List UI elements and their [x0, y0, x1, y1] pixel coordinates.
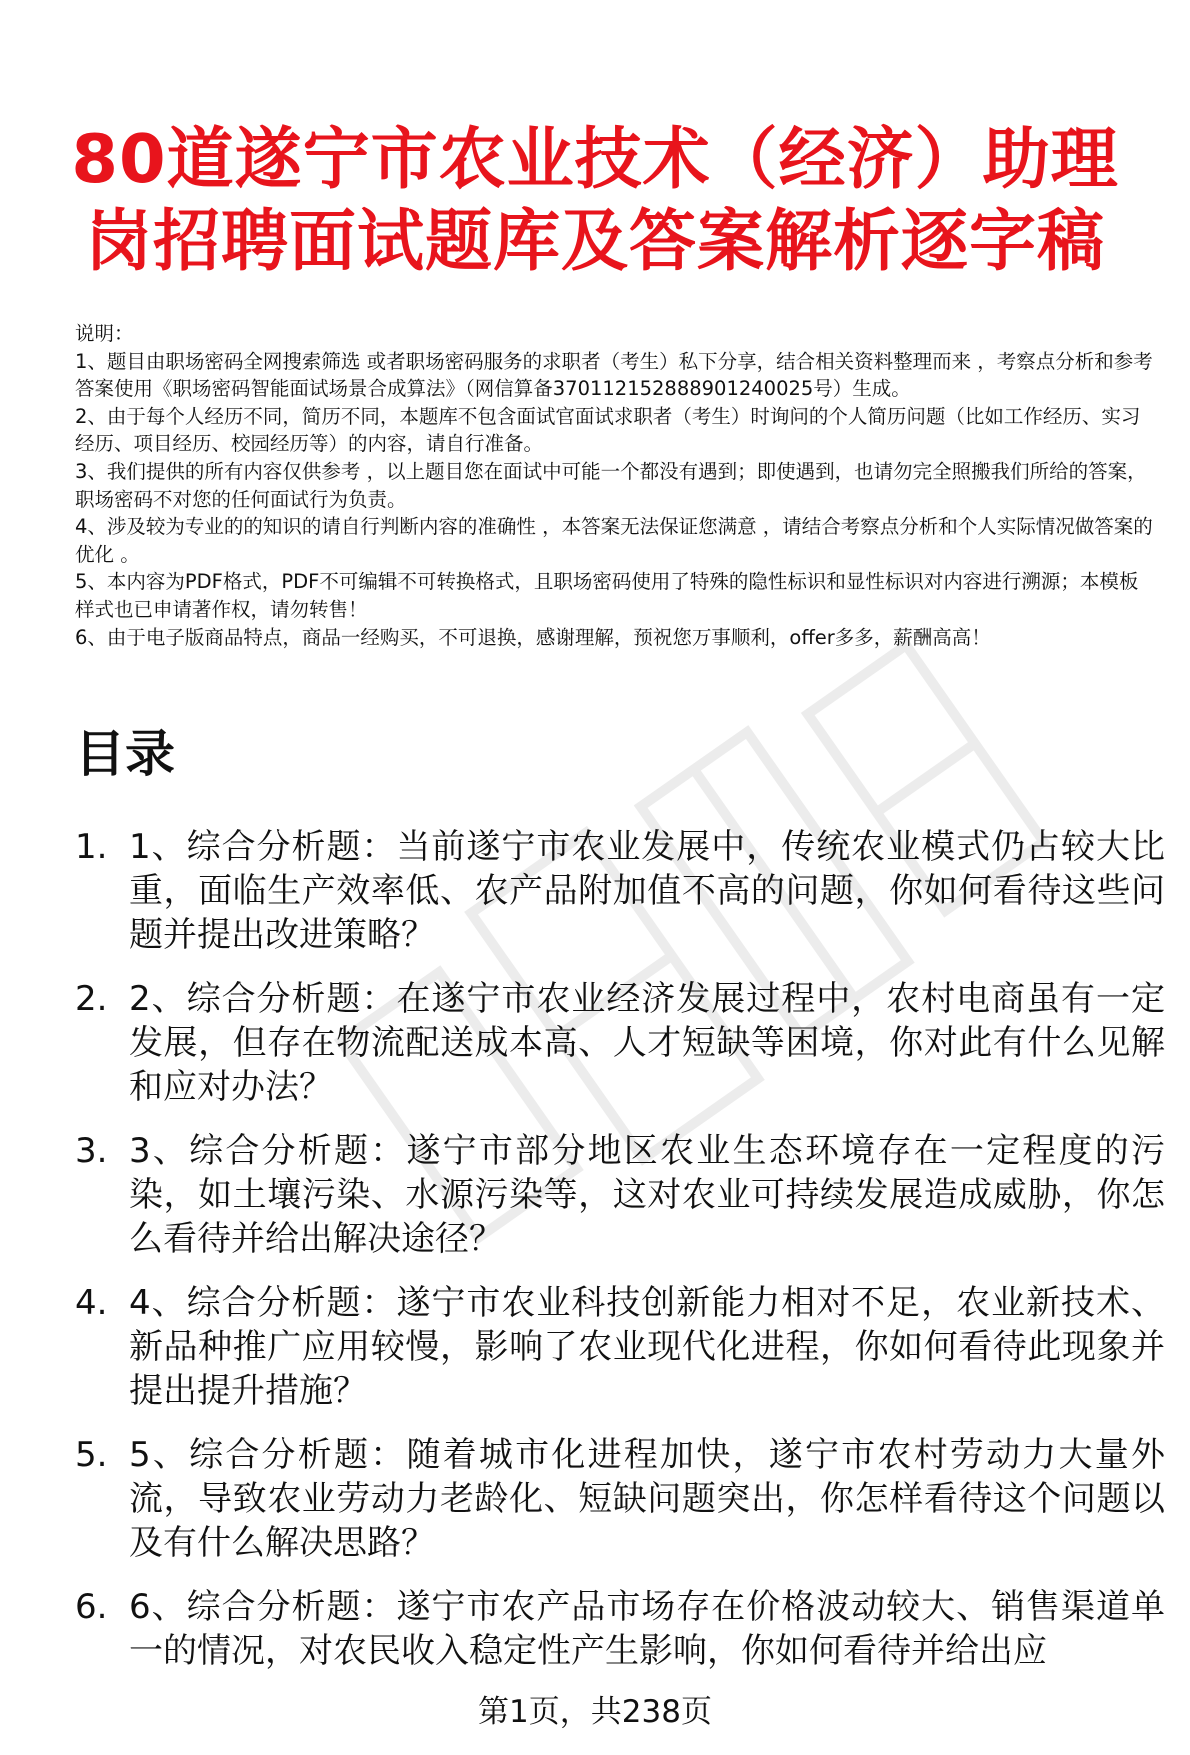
toc-item-text[interactable]: 5、综合分析题：随着城市化进程加快，遂宁市农村劳动力大量外流，导致农业劳动力老龄化、短缺问题突出，你怎样看待这个问题以及有什么解决思路？ [129, 1435, 1165, 1563]
toc-item-text[interactable]: 4、综合分析题：遂宁市农业科技创新能力相对不足，农业新技术、新品种推广应用较慢，影响了农业现代化进程，你如何看待此现象并提出提升措施？ [129, 1283, 1165, 1411]
toc-item[interactable] [75, 1585, 1165, 1673]
note-item: 6、由于电子版商品特点，商品一经购买，不可退换，感谢理解，预祝您万事顺利，offer多多，薪酬高高！ [75, 625, 991, 649]
note-item: 2、由于每个人经历不同，简历不同，本题库不包含面试官面试求职者（考生）时询问的个人简历问题（比如工作经历、实习经历、项目经历、校园经历等）的内容，请自行准备。 [75, 404, 1141, 456]
toc-item-text[interactable]: 6、综合分析题：遂宁市农产品市场存在价格波动较大、销售渠道单一的情况，对农民收入稳定性产生影响，你如何看待并给出应 [129, 1587, 1165, 1671]
toc-item-number: 2. [75, 979, 108, 1019]
toc-item-text[interactable]: 1、综合分析题：当前遂宁市农业发展中，传统农业模式仍占较大比重，面临生产效率低、农产品附加值不高的问题，你如何看待这些问题并提出改进策略？ [129, 827, 1165, 955]
toc-item-number: 4. [75, 1283, 108, 1323]
toc-list [75, 825, 1165, 1693]
notes-heading: 说明： [75, 322, 134, 345]
page-number-footer: 第1页，共238页 [478, 1694, 712, 1730]
toc-item-text[interactable]: 3、综合分析题：遂宁市部分地区农业生态环境存在一定程度的污染，如土壤污染、水源污染等，这对农业可持续发展造成威胁，你怎么看待并给出解决途径？ [129, 1131, 1165, 1259]
note-item: 5、本内容为PDF格式，PDF不可编辑不可转换格式，且职场密码使用了特殊的隐性标识和显性标识对内容进行溯源；本模板样式也已申请著作权，请勿转售！ [75, 570, 1139, 621]
toc-item-number: 3. [75, 1131, 108, 1171]
toc-item-number: 6. [75, 1587, 108, 1627]
toc-item[interactable] [75, 1433, 1165, 1565]
toc-item-number: 5. [75, 1435, 108, 1475]
note-item: 3、我们提供的所有内容仅供参考 ，以上题目您在面试中可能一个都没有遇到；即使遇到，也请勿完全照搬我们所给的答案，职场密码不对您的任何面试行为负责。 [75, 459, 1147, 511]
toc-item-number: 1. [75, 827, 108, 867]
title-line-1: 80道遂宁市农业技术（经济）助理 [71, 120, 1119, 198]
title-line-2: 岗招聘面试题库及答案解析逐字稿 [85, 202, 1105, 280]
toc-item-text[interactable]: 2、综合分析题：在遂宁市农业经济发展过程中，农村电商虽有一定发展，但存在物流配送成本高、人才短缺等困境，你对此有什么见解和应对办法？ [129, 979, 1165, 1107]
toc-item[interactable] [75, 977, 1165, 1109]
toc-item[interactable] [75, 1281, 1165, 1413]
note-item: 1、题目由职场密码全网搜索筛选 或者职场密码服务的求职者（考生）私下分享，结合相关资料整理而来 ，考察点分析和参考答案使用《职场密码智能面试场景合成算法》（网信算备370112152888901240025号）生成。 [75, 349, 1153, 401]
note-item: 4、涉及较为专业的的知识的请自行判断内容的准确性 ，本答案无法保证您满意 ，请结合考察点分析和个人实际情况做答案的优化 。 [75, 515, 1153, 566]
document-title [60, 118, 1130, 282]
toc-heading: 目录 [75, 725, 175, 783]
toc-item[interactable] [75, 825, 1165, 957]
toc-item[interactable] [75, 1129, 1165, 1261]
instructions-section [75, 320, 1155, 651]
